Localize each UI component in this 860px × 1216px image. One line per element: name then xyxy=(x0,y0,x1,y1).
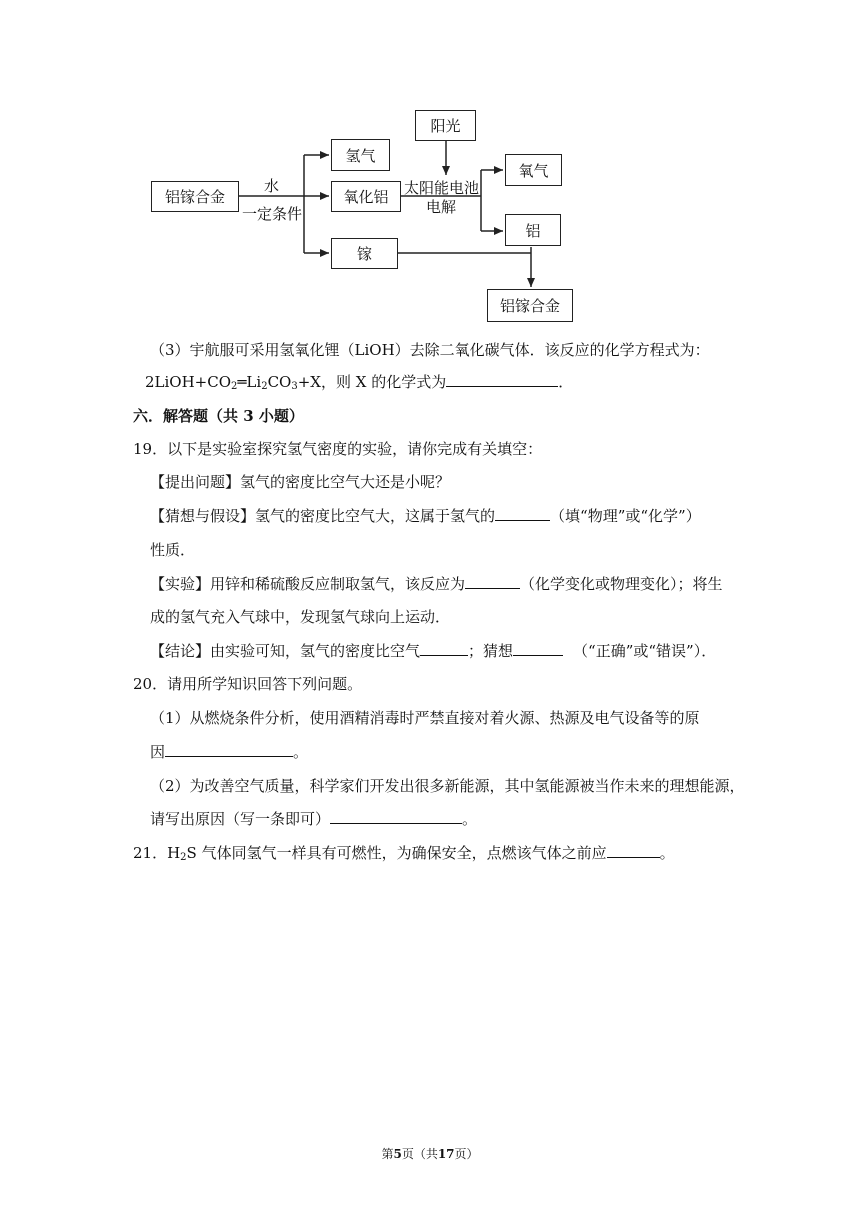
equation-sub-2: 2 xyxy=(261,381,268,392)
q20-part1-reason-label: 因 xyxy=(150,743,166,761)
q19-conclusion-line xyxy=(150,640,716,661)
q20-stem: 20．请用所学知识回答下列问题。 xyxy=(133,675,363,693)
box-oxygen xyxy=(505,154,562,186)
q18-part3-line1 xyxy=(150,339,710,360)
q21-part-b: S 气体同氢气一样具有可燃性，为确保安全，点燃该气体之前应 xyxy=(186,844,607,862)
q19-experiment-tail: （化学变化或物理变化）；将生 xyxy=(520,575,723,593)
box-aluminum xyxy=(505,214,561,246)
box-alumina-text: 氧化铝 xyxy=(343,188,389,206)
q19-conclusion-tag: 【结论】 xyxy=(150,642,211,660)
footer-post: 页） xyxy=(454,1147,479,1161)
box-start-alloy-text: 铝镓合金 xyxy=(164,188,225,206)
box-alumina xyxy=(331,181,401,212)
q18-part3-equation-line xyxy=(145,371,573,392)
answer-blank-x-formula[interactable] xyxy=(446,372,558,387)
label-electrolysis: 电解 xyxy=(426,198,457,216)
q19-conclusion-tail: （“正确”或“错误”）． xyxy=(573,642,717,660)
q20-part2-line: （2）为改善空气质量，科学家们开发出很多新能源，其中氢能源被当作未来的理想能源， xyxy=(150,777,745,795)
q19-guess-text: 氢气的密度比空气大，这属于氢气的 xyxy=(255,507,496,525)
label-solar-cell: 太阳能电池 xyxy=(404,179,480,197)
box-end-alloy-text: 铝镓合金 xyxy=(499,297,560,315)
equation-part-a: 2LiOH+CO xyxy=(145,373,232,391)
box-end-alloy xyxy=(487,289,573,322)
label-water: 水 xyxy=(264,177,280,195)
box-start-alloy xyxy=(151,181,239,212)
label-condition: 一定条件 xyxy=(242,205,303,223)
answer-blank-density[interactable] xyxy=(420,641,468,656)
equation-end: ． xyxy=(558,373,574,391)
answer-blank-guess-correct[interactable] xyxy=(513,641,563,656)
box-hydrogen-text: 氢气 xyxy=(345,146,376,165)
q19-conclusion-mid: ；猜想 xyxy=(468,642,514,660)
q19-experiment-tag: 【实验】 xyxy=(150,575,211,593)
box-sunlight-text: 阳光 xyxy=(430,117,461,135)
q21-line xyxy=(133,842,675,863)
q19-guess-tag: 【猜想与假设】 xyxy=(150,507,256,525)
answer-blank-hydrogen-reason[interactable] xyxy=(330,809,462,824)
footer-mid: 页（共 xyxy=(401,1147,438,1161)
q20-part2-end: 。 xyxy=(462,810,478,828)
equation-sub-1: 2 xyxy=(231,381,238,392)
q19-experiment-line xyxy=(150,573,723,594)
equation-part-c: CO xyxy=(267,373,292,391)
q19-experiment-text: 用锌和稀硫酸反应制取氢气，该反应为 xyxy=(210,575,466,593)
answer-blank-before-ignition[interactable] xyxy=(607,843,660,858)
q19-ask-tag: 【提出问题】 xyxy=(150,473,241,491)
q20-part1-line2 xyxy=(150,741,308,762)
q19-guess-tail: （填“物理”或“化学”） xyxy=(550,507,701,525)
box-sunlight xyxy=(415,110,476,141)
answer-blank-property-type[interactable] xyxy=(495,506,550,521)
answer-blank-fire-reason[interactable] xyxy=(165,742,293,757)
box-gallium-text: 镓 xyxy=(356,245,372,263)
q21-subscript: 2 xyxy=(180,852,187,863)
q19-ask-line xyxy=(150,471,450,492)
equation-part-b: ═Li xyxy=(237,373,262,391)
diagram-connectors xyxy=(0,0,860,340)
q20-part1-end: 。 xyxy=(293,743,309,761)
q21-end: 。 xyxy=(659,844,675,862)
q19-conclusion-text: 由实验可知，氢气的密度比空气 xyxy=(210,642,421,660)
box-oxygen-text: 氧气 xyxy=(518,161,549,180)
q19-experiment-line2: 成的氢气充入气球中，发现氢气球向上运动． xyxy=(150,608,451,626)
q20-part2-line2 xyxy=(150,808,477,829)
equation-sub-3: 3 xyxy=(291,381,298,392)
q20-part1-line: （1）从燃烧条件分析，使用酒精消毒时严禁直接对着火源、热源及电气设备等的原 xyxy=(150,709,700,727)
box-gallium xyxy=(331,238,398,269)
box-hydrogen xyxy=(331,139,390,171)
q18-part3-text: （3）宇航服可采用氢氧化锂（LiOH）去除二氧化碳气体．该反应的化学方程式为： xyxy=(150,341,710,359)
q19-ask-text: 氢气的密度比空气大还是小呢？ xyxy=(240,473,451,491)
q21-part-a: 21．H xyxy=(133,844,181,862)
section-heading: 六．解答题（共 3 小题） xyxy=(133,407,304,425)
q19-guess-line xyxy=(150,505,701,526)
box-aluminum-text: 铝 xyxy=(525,221,541,240)
footer-page-number: 5 xyxy=(393,1147,402,1161)
footer-total-pages: 17 xyxy=(437,1147,455,1161)
equation-part-d: +X，则 X 的化学式为 xyxy=(297,373,447,391)
footer-pre: 第 xyxy=(381,1147,394,1161)
q20-part2-reason-label: 请写出原因（写一条即可） xyxy=(150,810,331,828)
q19-guess-line2: 性质． xyxy=(150,541,196,559)
answer-blank-change-type[interactable] xyxy=(465,574,520,589)
page-footer xyxy=(0,1145,860,1162)
q19-stem: 19．以下是实验室探究氢气密度的实验，请你完成有关填空： xyxy=(133,440,543,458)
